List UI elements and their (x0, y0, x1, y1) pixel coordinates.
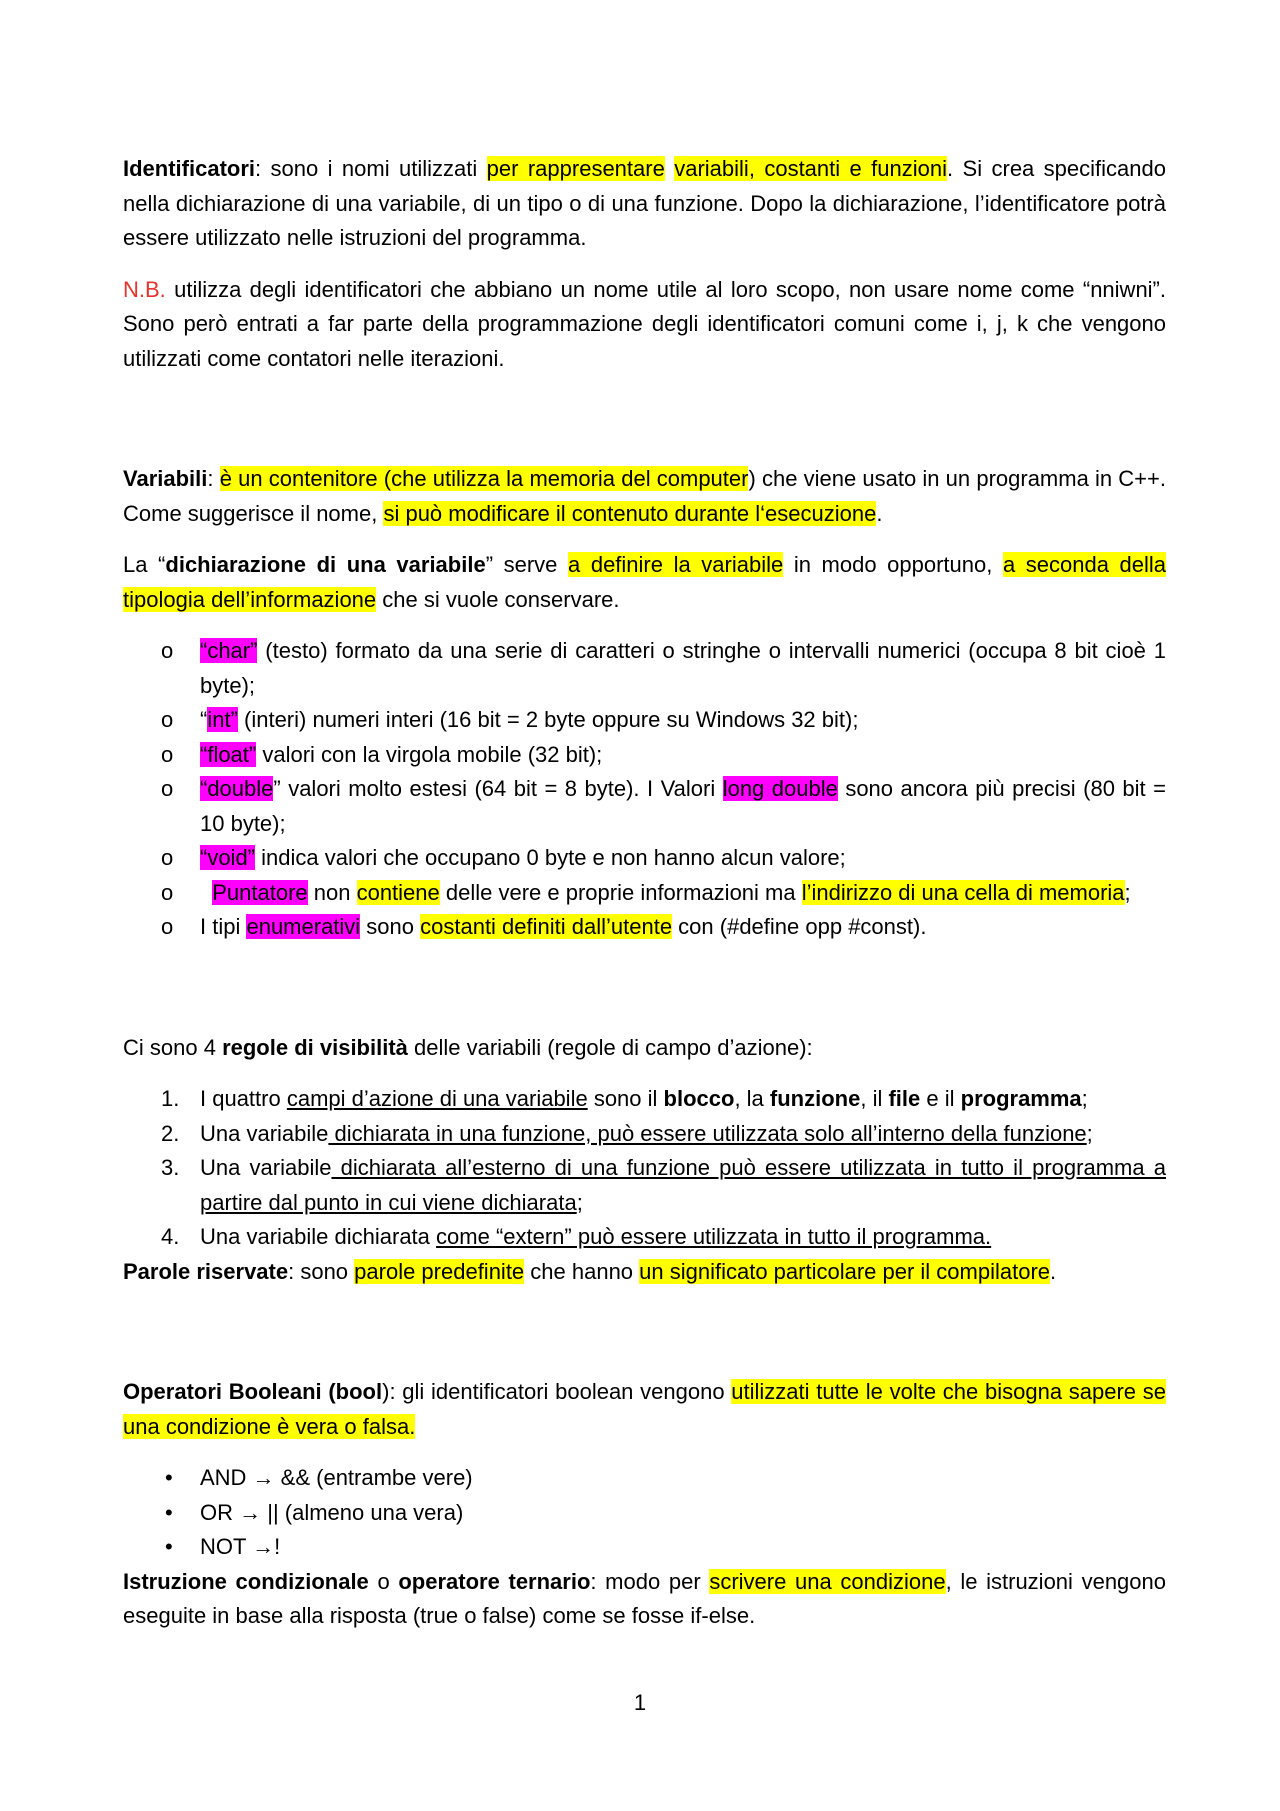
text: e il (920, 1086, 961, 1111)
list-number: 2. (161, 1120, 180, 1146)
text: (interi) numeri interi (16 bit = 2 byte oppure su Windows 32 bit); (237, 707, 859, 732)
highlight: utilizzati tutte le volte che bisogna sapere se una condizione è vera o falsa. (123, 1379, 1166, 1439)
text: utilizza degli identificatori che abbiano un nome utile al loro scopo, non usare nome come “nniwni”. Sono però entrati a far parte della programmazione degli identificatori comuni come i, j, k che vengono utilizzati come contatori nelle iterazioni. (123, 276, 1166, 371)
magenta-highlight: “char” (200, 638, 258, 663)
text: Una variabile dichiarata (200, 1224, 437, 1249)
list-number: 1. (161, 1086, 180, 1111)
text: che hanno (524, 1258, 640, 1284)
text: NOT →! (200, 1534, 281, 1559)
list-marker: o (161, 707, 174, 732)
list-marker: o (161, 879, 174, 905)
text: ): gli identificatori boolean vengono (382, 1379, 732, 1404)
text: , le istruzioni vengono eseguite in base alla risposta (true o false) come se fosse if-else. (123, 1568, 1166, 1628)
page-number: 1 (633, 1690, 647, 1715)
bold-term: funzione (769, 1086, 861, 1111)
underlined-text: dichiarata all’esterno di una funzione può essere utilizzata in tutto il programma a partire dal punto in cui viene dichiarata (200, 1155, 1166, 1215)
text: , la (734, 1086, 770, 1111)
text: indica valori che occupano 0 byte e non hanno alcun valore; (255, 845, 846, 870)
magenta-highlight: “double (200, 776, 274, 801)
highlight: variabili, costanti e funzioni (674, 156, 948, 181)
underlined-text: campi d’azione di una variabile (286, 1086, 588, 1111)
text: sono (360, 914, 421, 939)
text: La “ (123, 552, 166, 577)
identificatori-term: Identificatori (123, 156, 256, 181)
text: : sono i nomi utilizzati (255, 156, 487, 181)
variabili-term: Variabili (123, 466, 208, 491)
text: Una variabile (200, 1120, 329, 1146)
text: : (207, 466, 220, 491)
highlight: è un contenitore (che utilizza la memoria del computer (219, 466, 749, 491)
bold-term: file (888, 1086, 921, 1111)
bullet-marker: • (165, 1499, 173, 1525)
highlight: per rappresentare (486, 156, 665, 181)
document-page (123, 152, 1166, 1634)
regole-list (123, 1082, 1166, 1255)
booleani-term: Operatori Booleani (bool (123, 1379, 383, 1404)
bold-term: programma (960, 1086, 1082, 1111)
list-item (123, 1151, 1166, 1220)
magenta-highlight: Puntatore (212, 879, 308, 905)
bullet-marker: • (165, 1465, 173, 1490)
booleani-list (123, 1461, 1166, 1565)
text: (testo) formato da una serie di caratteri o stringhe o intervalli numerici (occupa 8 bit cioè 1 byte); (200, 638, 1166, 698)
text: , il (860, 1086, 889, 1111)
parole-paragraph (123, 1255, 1166, 1290)
list-item (123, 1082, 1166, 1117)
regole-paragraph (123, 1031, 1166, 1066)
list-item (123, 841, 1166, 876)
booleani-paragraph (123, 1375, 1166, 1444)
text (200, 880, 212, 905)
highlight: un significato particolare per il compilatore (639, 1258, 1051, 1284)
underlined-text: come “extern” può essere utilizzata in tutto il programma. (436, 1224, 992, 1249)
istruzione-paragraph (123, 1565, 1166, 1634)
text: : modo per (590, 1568, 710, 1594)
variabili-paragraph (123, 462, 1166, 531)
list-item (123, 1461, 1166, 1496)
list-item (123, 634, 1166, 703)
text: I quattro (200, 1086, 287, 1111)
list-item (123, 738, 1166, 773)
bold-term: regole di visibilità (222, 1034, 408, 1060)
bold-term: blocco (663, 1086, 735, 1111)
text: sono il (587, 1086, 664, 1111)
list-item (123, 1117, 1166, 1152)
text: Ci sono 4 (123, 1034, 223, 1060)
types-list (123, 634, 1166, 945)
highlight: si può modificare il contenuto durante l‘esecuzione (383, 500, 877, 526)
text: che si vuole conservare. (376, 586, 620, 612)
text: . Si crea specificando nella dichiarazione di una variabile, di un tipo o di una funzione. Dopo la dichiarazione, l’identificatore potrà essere utilizzato nelle istruzioni del programma. (123, 156, 1166, 250)
text (665, 156, 674, 181)
text: . (876, 500, 883, 526)
list-number: 3. (161, 1155, 180, 1180)
magenta-highlight: “void” (200, 845, 256, 870)
text: o (368, 1568, 399, 1594)
text: “ (200, 707, 208, 732)
text: AND → && (entrambe vere) (200, 1465, 473, 1490)
highlight: scrivere una condizione (709, 1568, 946, 1594)
list-number: 4. (161, 1224, 180, 1249)
highlight: contiene (356, 879, 440, 905)
text: ; (576, 1189, 583, 1215)
bold-term: Istruzione condizionale (123, 1568, 369, 1594)
list-marker: o (161, 845, 174, 870)
parole-term: Parole riservate (123, 1258, 289, 1284)
identificatori-paragraph (123, 152, 1166, 256)
highlight: a definire la variabile (568, 552, 784, 577)
text: ” valori molto estesi (64 bit = 8 byte). I Valori (273, 776, 723, 801)
text: sono ancora più precisi (80 bit = 10 byte); (200, 776, 1166, 836)
text: OR → || (almeno una vera) (200, 1499, 464, 1525)
bold-term: dichiarazione di una variabile (165, 552, 486, 577)
text: . (1050, 1258, 1057, 1284)
text: ” serve (485, 552, 569, 577)
list-item (123, 910, 1166, 945)
list-item (123, 1530, 1166, 1565)
magenta-highlight: enumerativi (246, 914, 361, 939)
magenta-highlight: “float” (200, 741, 257, 767)
list-item (123, 703, 1166, 738)
text: in modo opportuno, (783, 552, 1003, 577)
text: : sono (288, 1258, 355, 1284)
dichiarazione-paragraph (123, 548, 1166, 617)
list-marker: o (161, 914, 174, 939)
text: ; (1086, 1120, 1093, 1146)
text: delle vere e proprie informazioni ma (439, 879, 802, 905)
bold-term: operatore ternario (398, 1568, 591, 1594)
text: Una variabile (200, 1155, 332, 1180)
underlined-text: dichiarata in una funzione, può essere utilizzata solo all’interno della funzione (328, 1120, 1087, 1146)
list-item (123, 1220, 1166, 1255)
highlight: l’indirizzo di una cella di memoria (801, 879, 1125, 905)
list-item (123, 772, 1166, 841)
magenta-highlight: long double (722, 776, 838, 801)
magenta-highlight: int” (207, 707, 238, 732)
text: con (#define opp #const). (672, 914, 927, 939)
list-marker: o (161, 776, 174, 801)
list-marker: o (161, 638, 174, 663)
highlight: costanti definiti dall’utente (420, 914, 673, 939)
list-item (123, 876, 1166, 911)
text: non (307, 879, 357, 905)
list-marker: o (161, 741, 174, 767)
text: ) che viene usato in un programma in C++. Come suggerisce il nome, (123, 466, 1166, 526)
nb-label: N.B. (123, 276, 166, 302)
text: delle variabili (regole di campo d’azione): (407, 1034, 813, 1060)
text: ; (1124, 879, 1131, 905)
nb-paragraph (123, 273, 1166, 377)
highlight: a seconda della tipologia dell’informazione (123, 552, 1167, 612)
text: I tipi (200, 914, 247, 939)
highlight: parole predefinite (354, 1258, 525, 1284)
list-item (123, 1496, 1166, 1531)
text: ; (1081, 1086, 1088, 1111)
bullet-marker: • (165, 1534, 173, 1559)
text: valori con la virgola mobile (32 bit); (256, 741, 603, 767)
